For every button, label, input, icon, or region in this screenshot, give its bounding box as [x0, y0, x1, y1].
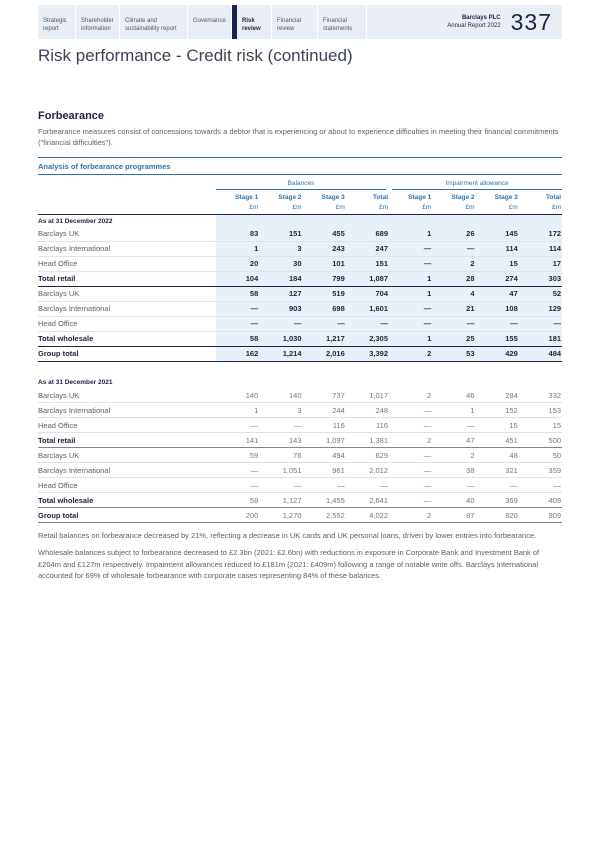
- cell-value: 47: [476, 286, 519, 301]
- cell-value: 409: [519, 493, 562, 508]
- cell-value: —: [389, 403, 432, 418]
- row-label: Group total: [38, 346, 216, 361]
- cell-value: 2: [432, 256, 475, 271]
- cell-value: —: [389, 256, 432, 271]
- cell-value: —: [519, 478, 562, 493]
- row-label: Barclays UK: [38, 388, 216, 403]
- table-row: [38, 418, 562, 433]
- cell-value: 87: [432, 508, 475, 523]
- cell-value: 151: [259, 227, 302, 242]
- cell-value: 58: [216, 331, 259, 346]
- cell-value: 127: [259, 286, 302, 301]
- row-label: Total wholesale: [38, 493, 216, 508]
- row-label: Barclays UK: [38, 227, 216, 242]
- page-title: Risk performance - Credit risk (continued): [38, 46, 353, 65]
- cell-value: 83: [216, 227, 259, 242]
- cell-value: 38: [432, 463, 475, 478]
- cell-value: —: [216, 316, 259, 331]
- cell-value: 153: [519, 403, 562, 418]
- cell-value: 40: [432, 493, 475, 508]
- cell-value: 15: [476, 256, 519, 271]
- tab-financial-statements[interactable]: Financial statements: [318, 5, 366, 39]
- table-row: [38, 301, 562, 316]
- cell-value: 200: [216, 508, 259, 523]
- tab-financial-review[interactable]: Financial review: [272, 5, 317, 39]
- group-header-balances: Balances: [216, 175, 389, 190]
- table-row: [38, 403, 562, 418]
- cell-value: 140: [259, 388, 302, 403]
- cell-value: 1: [389, 227, 432, 242]
- page-number: 337: [510, 8, 552, 35]
- cell-value: 108: [476, 301, 519, 316]
- cell-value: 172: [519, 227, 562, 242]
- table-row: [38, 493, 562, 508]
- row-label: Head Office: [38, 256, 216, 271]
- cell-value: 48: [476, 448, 519, 463]
- cell-value: 799: [303, 271, 346, 286]
- cell-value: 15: [519, 418, 562, 433]
- cell-value: 820: [476, 508, 519, 523]
- cell-value: 141: [216, 433, 259, 448]
- cell-value: 26: [432, 227, 475, 242]
- cell-value: 519: [303, 286, 346, 301]
- cell-value: 101: [303, 256, 346, 271]
- cell-value: 2: [389, 433, 432, 448]
- row-label: Barclays UK: [38, 286, 216, 301]
- table-row: [38, 448, 562, 463]
- table-head: [38, 175, 562, 215]
- cell-value: 689: [346, 227, 389, 242]
- cell-value: 21: [432, 301, 475, 316]
- cell-value: 30: [259, 256, 302, 271]
- cell-value: 76: [259, 448, 302, 463]
- commentary: [38, 530, 562, 581]
- cell-value: —: [346, 316, 389, 331]
- table-row: [38, 271, 562, 286]
- cell-value: —: [389, 241, 432, 256]
- section-label-row: [38, 376, 562, 388]
- cell-value: 116: [346, 418, 389, 433]
- cell-value: 484: [519, 346, 562, 361]
- row-label: Group total: [38, 508, 216, 523]
- cell-value: 369: [476, 493, 519, 508]
- cell-value: 15: [476, 418, 519, 433]
- cell-value: 1,087: [346, 271, 389, 286]
- tab-shareholder-information[interactable]: Shareholder information: [76, 5, 119, 39]
- cell-value: —: [216, 463, 259, 478]
- section-date-label: As at 31 December 2021: [38, 379, 113, 386]
- table-row: [38, 463, 562, 478]
- table-row: [38, 331, 562, 346]
- cell-value: —: [389, 418, 432, 433]
- row-label: Barclays International: [38, 301, 216, 316]
- cell-value: —: [432, 241, 475, 256]
- table-section-2022: [38, 214, 562, 361]
- cell-value: 1,017: [346, 388, 389, 403]
- report-header-right: [367, 5, 562, 39]
- table-row: [38, 478, 562, 493]
- cell-value: —: [216, 418, 259, 433]
- row-label: Barclays International: [38, 403, 216, 418]
- unit-header-row: £m £m £m £m £m £m £m £m: [38, 202, 562, 215]
- stage-header-row: Stage 1 Stage 2 Stage 3 Total Stage 1 Stage 2 Stage 3 Total: [235, 193, 562, 201]
- cell-value: 3: [259, 403, 302, 418]
- row-label: Barclays International: [38, 463, 216, 478]
- cell-value: —: [476, 316, 519, 331]
- cell-value: 52: [519, 286, 562, 301]
- cell-value: 909: [519, 508, 562, 523]
- cell-value: 2: [389, 346, 432, 361]
- cell-value: 2,641: [346, 493, 389, 508]
- cell-value: 1,051: [259, 463, 302, 478]
- cell-value: 20: [216, 256, 259, 271]
- cell-value: 2,016: [303, 346, 346, 361]
- cell-value: 1: [389, 271, 432, 286]
- cell-value: 1,455: [303, 493, 346, 508]
- cell-value: 1: [389, 331, 432, 346]
- cell-value: 114: [476, 241, 519, 256]
- cell-value: 1: [216, 241, 259, 256]
- cell-value: 152: [476, 403, 519, 418]
- table-row: [38, 508, 562, 523]
- cell-value: 303: [519, 271, 562, 286]
- cell-value: —: [389, 301, 432, 316]
- table-section-2021: [38, 361, 562, 523]
- cell-value: 3: [259, 241, 302, 256]
- cell-value: 1,097: [303, 433, 346, 448]
- cell-value: 274: [476, 271, 519, 286]
- cell-value: —: [389, 478, 432, 493]
- forbearance-table: [38, 175, 562, 524]
- brand-line2: Annual Report 2022: [447, 23, 501, 29]
- cell-value: 2,552: [303, 508, 346, 523]
- cell-value: 58: [216, 286, 259, 301]
- row-label: Barclays International: [38, 241, 216, 256]
- cell-value: 332: [519, 388, 562, 403]
- cell-value: 59: [216, 448, 259, 463]
- cell-value: 1,381: [346, 433, 389, 448]
- cell-value: 155: [476, 331, 519, 346]
- cell-value: —: [476, 478, 519, 493]
- cell-value: 114: [519, 241, 562, 256]
- cell-value: 162: [216, 346, 259, 361]
- cell-value: 321: [476, 463, 519, 478]
- table-title: Analysis of forbearance programmes: [38, 157, 562, 175]
- cell-value: —: [432, 478, 475, 493]
- cell-value: 903: [259, 301, 302, 316]
- section-intro: Forbearance measures consist of concessions towards a debtor that is experiencing or about to experience difficulties in meeting their financial commitments ("financial difficulties").: [38, 127, 559, 148]
- cell-value: —: [216, 478, 259, 493]
- cell-value: 140: [216, 388, 259, 403]
- cell-value: —: [519, 316, 562, 331]
- table-row: [38, 227, 562, 242]
- cell-value: 629: [346, 448, 389, 463]
- cell-value: —: [259, 418, 302, 433]
- cell-value: 1,217: [303, 331, 346, 346]
- section-date-label: As at 31 December 2022: [38, 217, 113, 225]
- cell-value: 50: [519, 448, 562, 463]
- cell-value: 181: [519, 331, 562, 346]
- cell-value: —: [432, 316, 475, 331]
- group-header-impairment: Impairment allowance: [389, 175, 562, 190]
- cell-value: 1,214: [259, 346, 302, 361]
- section-label-row: [38, 214, 562, 227]
- cell-value: 2,012: [346, 463, 389, 478]
- tab-strategic-report[interactable]: Strategic report: [38, 5, 75, 39]
- cell-value: 2: [389, 388, 432, 403]
- cell-value: 248: [346, 403, 389, 418]
- cell-value: 129: [519, 301, 562, 316]
- cell-value: —: [432, 418, 475, 433]
- cell-value: 3,392: [346, 346, 389, 361]
- cell-value: 25: [432, 331, 475, 346]
- cell-value: —: [389, 448, 432, 463]
- cell-value: 247: [346, 241, 389, 256]
- cell-value: 429: [476, 346, 519, 361]
- cell-value: 2: [432, 448, 475, 463]
- cell-value: 698: [303, 301, 346, 316]
- cell-value: 4,022: [346, 508, 389, 523]
- cell-value: —: [303, 316, 346, 331]
- row-label: Head Office: [38, 418, 216, 433]
- cell-value: 244: [303, 403, 346, 418]
- cell-value: 143: [259, 433, 302, 448]
- table-row: [38, 346, 562, 361]
- cell-value: 961: [303, 463, 346, 478]
- table-row: [38, 286, 562, 301]
- cell-value: 59: [216, 493, 259, 508]
- cell-value: 1: [216, 403, 259, 418]
- cell-value: 46: [432, 388, 475, 403]
- cell-value: —: [346, 478, 389, 493]
- cell-value: 1,030: [259, 331, 302, 346]
- row-label: Total wholesale: [38, 331, 216, 346]
- cell-value: 184: [259, 271, 302, 286]
- tab-governance[interactable]: Governance: [188, 5, 231, 39]
- cell-value: 1: [432, 403, 475, 418]
- cell-value: 455: [303, 227, 346, 242]
- cell-value: 1,601: [346, 301, 389, 316]
- table-row: [38, 256, 562, 271]
- cell-value: —: [389, 316, 432, 331]
- cell-value: —: [389, 493, 432, 508]
- commentary-paragraph: Wholesale balances subject to forbearance decreased to £2.3bn (2021: £2.6bn) with reductions in exposure in Corporate Bank and Investment Bank of £204m and £127m respectively. Impairment allowances reduced to £181m (2021: £409m) following a range of notable write offs. Barclays International accounted for 69% of wholesale forbearance with corporate cases representing 84% of these balances.: [38, 548, 540, 580]
- cell-value: —: [259, 316, 302, 331]
- cell-value: 451: [476, 433, 519, 448]
- cell-value: 704: [346, 286, 389, 301]
- cell-value: 28: [432, 271, 475, 286]
- table-row: [38, 316, 562, 331]
- brand-text: [447, 14, 500, 30]
- cell-value: 243: [303, 241, 346, 256]
- cell-value: 17: [519, 256, 562, 271]
- tab-risk-review[interactable]: Risk review: [237, 5, 271, 39]
- cell-value: 737: [303, 388, 346, 403]
- cell-value: 2: [389, 508, 432, 523]
- row-label: Head Office: [38, 478, 216, 493]
- cell-value: 494: [303, 448, 346, 463]
- cell-value: 359: [519, 463, 562, 478]
- cell-value: 47: [432, 433, 475, 448]
- cell-value: 145: [476, 227, 519, 242]
- section-heading: Forbearance: [38, 110, 105, 122]
- cell-value: 4: [432, 286, 475, 301]
- cell-value: 284: [476, 388, 519, 403]
- cell-value: 116: [303, 418, 346, 433]
- cell-value: 104: [216, 271, 259, 286]
- cell-value: 1,270: [259, 508, 302, 523]
- cell-value: —: [389, 463, 432, 478]
- table-row: [38, 433, 562, 448]
- cell-value: 53: [432, 346, 475, 361]
- cell-value: 1,127: [259, 493, 302, 508]
- brand-line1: Barclays PLC: [461, 14, 501, 21]
- table-row: [38, 241, 562, 256]
- cell-value: 151: [346, 256, 389, 271]
- row-label: Total retail: [38, 271, 216, 286]
- row-label: Total retail: [38, 433, 216, 448]
- row-label: Head Office: [38, 316, 216, 331]
- report-section-tabbar: [38, 5, 562, 39]
- tab-climate-and-sustainability-report[interactable]: Climate and sustainability report: [120, 5, 187, 39]
- cell-value: 500: [519, 433, 562, 448]
- cell-value: —: [259, 478, 302, 493]
- table-row: [38, 388, 562, 403]
- commentary-paragraph: Retail balances on forbearance decreased by 21%, reflecting a decrease in UK cards and UK personal loans, driven by lower entries into forbearance.: [38, 531, 537, 540]
- row-label: Barclays UK: [38, 448, 216, 463]
- cell-value: 2,305: [346, 331, 389, 346]
- cell-value: —: [303, 478, 346, 493]
- main-content: [38, 110, 562, 581]
- cell-value: 1: [389, 286, 432, 301]
- cell-value: —: [216, 301, 259, 316]
